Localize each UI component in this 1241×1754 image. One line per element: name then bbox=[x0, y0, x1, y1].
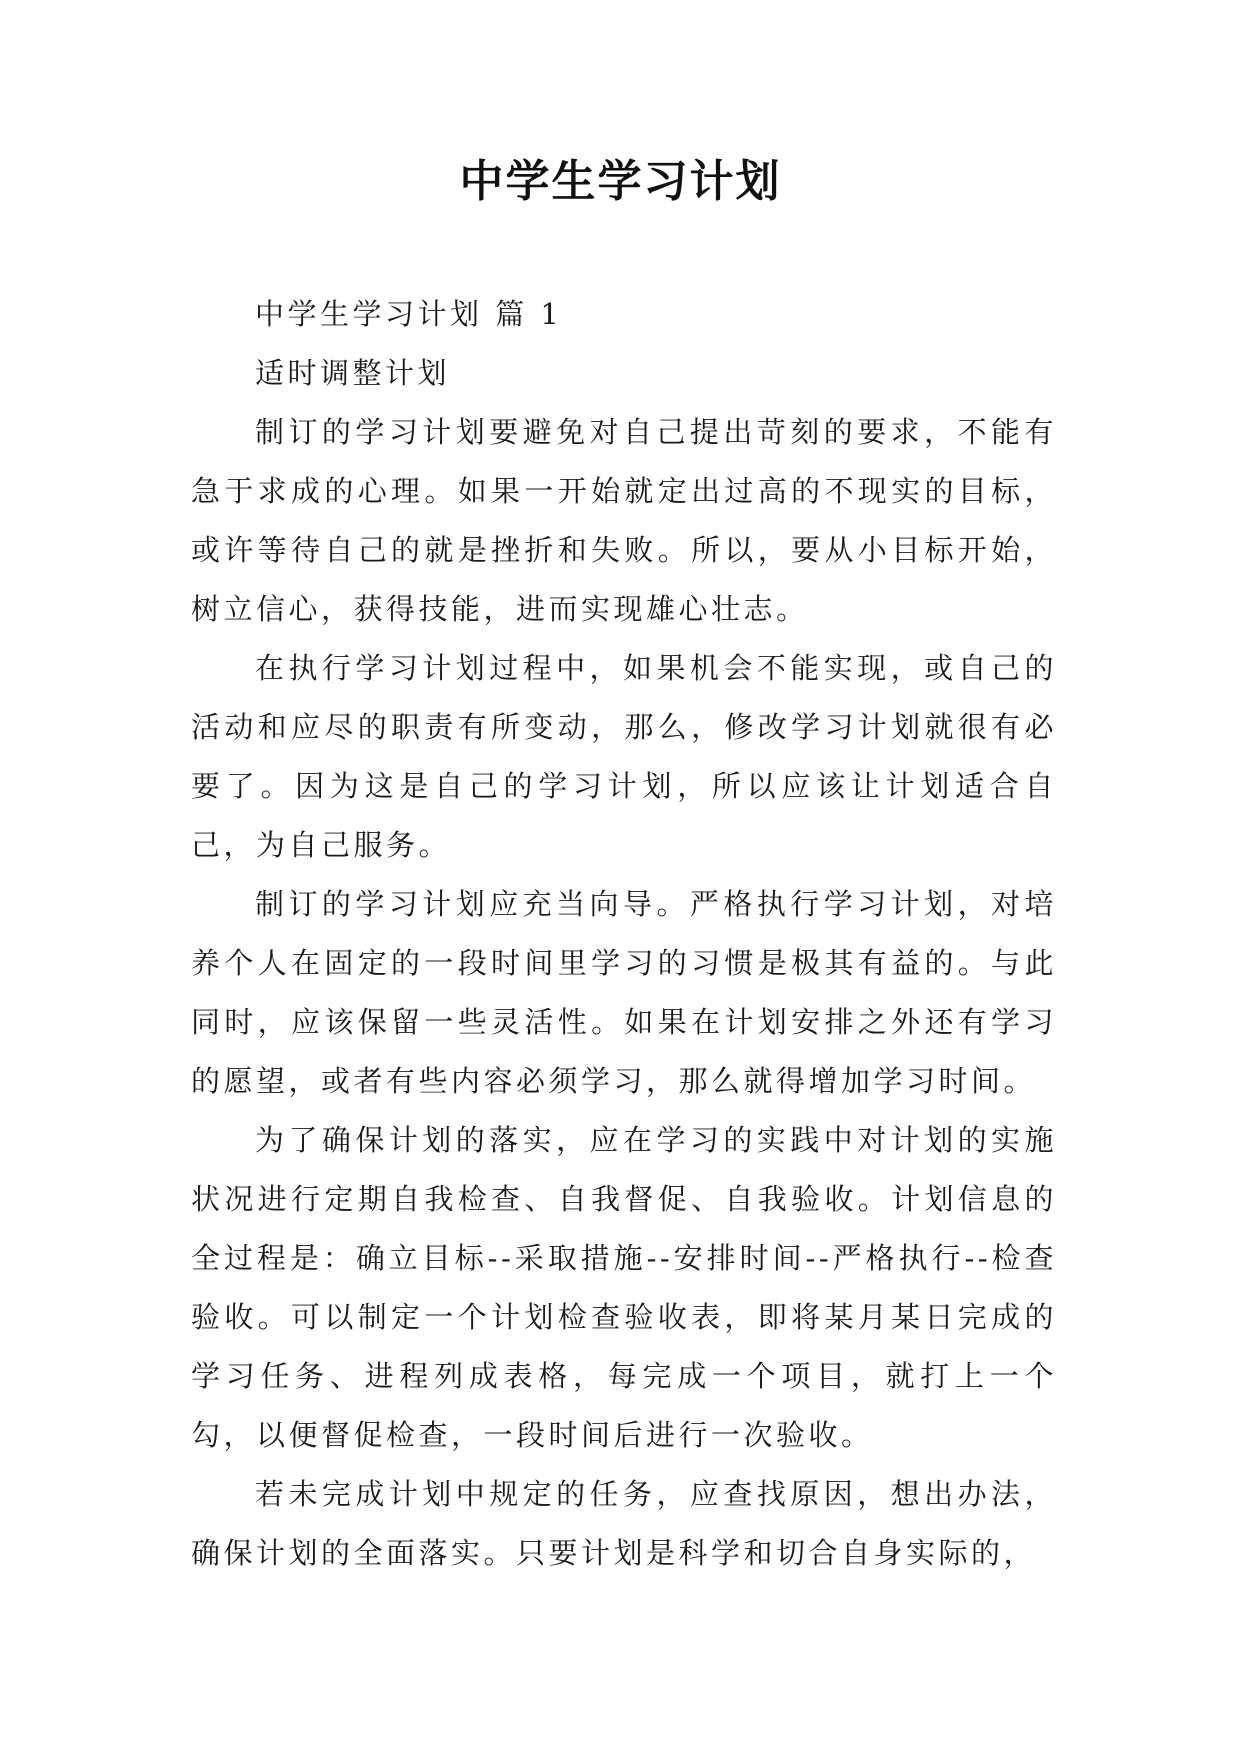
document-title: 中学生学习计划 bbox=[459, 156, 782, 207]
paragraph-3: 制订的学习计划应充当向导。严格执行学习计划，对培养个人在固定的一段时间里学习的习惯是极其有益的。与此同时，应该保留一些灵活性。如果在计划安排之外还有学习的愿望，或者有些内容必须学习，那么就得增加学习时间。 bbox=[191, 887, 1057, 1098]
paragraph-4: 为了确保计划的落实，应在学习的实践中对计划的实施状况进行定期自我检查、自我督促、自我验收。计划信息的全过程是：确立目标--采取措施--安排时间--严格执行--检查验收。可以制定一个计划检查验收表，即将某月某日完成的学习任务、进程列成表格，每完成一个项目，就打上一个勾，以便督促检查，一段时间后进行一次验收。 bbox=[191, 1123, 1057, 1452]
paragraph-1: 制订的学习计划要避免对自己提出苛刻的要求，不能有急于求成的心理。如果一开始就定出过高的不现实的目标，或许等待自己的就是挫折和失败。所以，要从小目标开始，树立信心，获得技能，进而实现雄心壮志。 bbox=[191, 415, 1057, 626]
paragraph-2: 在执行学习计划过程中，如果机会不能实现，或自己的活动和应尽的职责有所变动，那么，修改学习计划就很有必要了。因为这是自己的学习计划，所以应该让计划适合自己，为自己服务。 bbox=[191, 651, 1057, 862]
subheading: 适时调整计划 bbox=[255, 356, 451, 390]
paragraph-5: 若未完成计划中规定的任务，应查找原因，想出办法，确保计划的全面落实。只要计划是科学和切合自身实际的， bbox=[191, 1477, 1057, 1570]
section-heading: 中学生学习计划 篇 1 bbox=[255, 297, 563, 331]
document-body bbox=[191, 285, 1057, 1583]
